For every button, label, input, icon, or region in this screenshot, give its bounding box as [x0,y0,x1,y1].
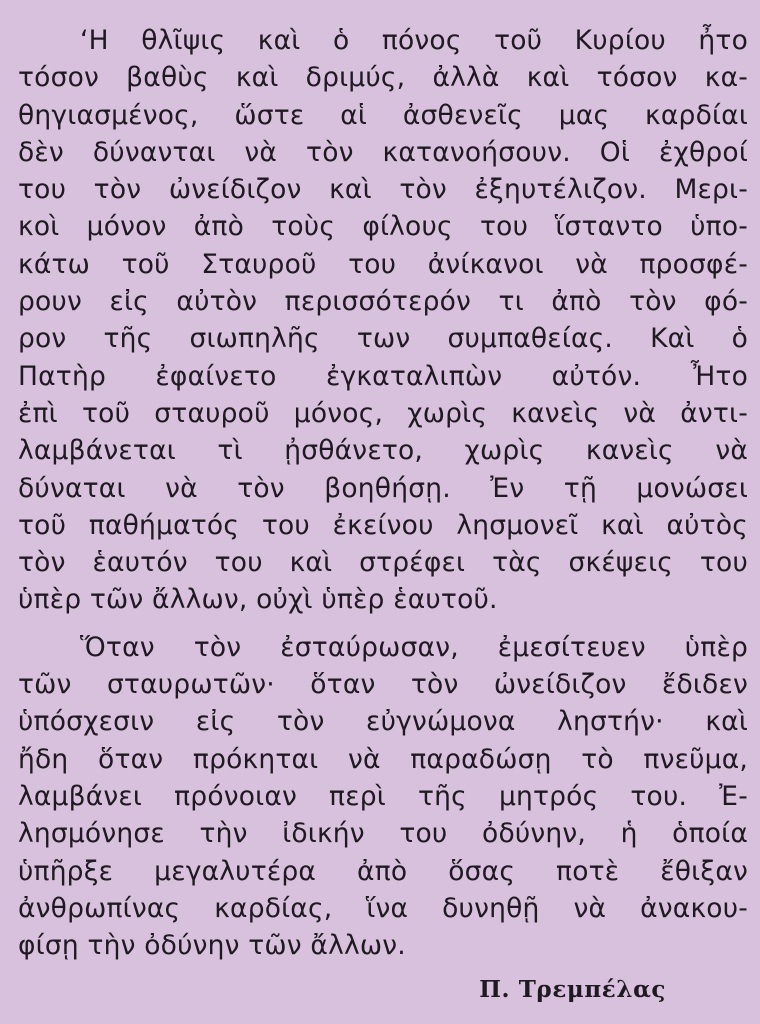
paragraph-1-line-2: τόσον βαθὺς καὶ δριμύς, ἀλλὰ καὶ τόσον κα- [18,62,748,94]
paragraph-1-line-12: λαμβάνεται τὶ ᾐσθάνετο, χωρὶς κανεὶς νὰ [18,435,748,467]
paragraph-1-line-5: του τὸν ὠνείδιζον καὶ τὸν ἐξηυτέλιζον. Μερι- [18,174,748,206]
paragraph-2-line-2: τῶν σταυρωτῶν· ὅταν τὸν ὠνείδιζον ἔδιδεν [18,669,748,701]
paragraph-1-line-15: τὸν ἑαυτόν του καὶ στρέφει τὰς σκέψεις του [18,547,748,579]
paragraph-1-line-14: τοῦ παθήματός του ἐκείνου λησμονεῖ καὶ αὐτὸς [18,509,748,541]
paragraph-1-line-9: ρον τῆς σιωπηλῆς των συμπαθείας. Καὶ ὁ [18,323,748,355]
paragraph-2-line-3: ὑπόσχεσιν εἰς τὸν εὐγνώμονα ληστήν· καὶ [18,706,748,738]
paragraph-1-line-4: δὲν δύνανται νὰ τὸν κατανοήσουν. Οἱ ἐχθροί [18,136,748,168]
paragraph-2-line-9: φίσῃ τὴν ὀδύνην τῶν ἄλλων. [18,930,406,962]
paragraph-1-line-6: κοὶ μόνον ἀπὸ τοὺς φίλους του ἵσταντο ὑπο- [18,211,748,243]
paragraph-2-line-4: ἤδη ὅταν πρόκηται νὰ παραδώσῃ τὸ πνεῦμα, [18,743,748,775]
paragraph-1-line-11: ἐπὶ τοῦ σταυροῦ μόνος, χωρὶς κανεὶς νὰ ἀντι- [18,397,748,429]
paragraph-2-line-5: λαμβάνει πρόνοιαν περὶ τῆς μητρός του. Ἐ- [18,780,748,812]
paragraph-1-line-3: θηγιασμένος, ὥστε αἱ ἀσθενεῖς μας καρδίαι [18,99,748,131]
author-signature: Π. Τρεμπέλας [479,976,666,1003]
paragraph-1-line-7: κάτω τοῦ Σταυροῦ του ἀνίκανοι νὰ προσφέ- [18,248,748,280]
paragraph-1-line-10: Πατὴρ ἐφαίνετο ἐγκαταλιπὼν αὐτόν. Ἦτο [18,360,748,392]
paragraph-2-line-6: λησμόνησε τὴν ἰδικήν του ὀδύνην, ἡ ὁποία [18,818,748,850]
body-text [18,22,748,964]
paragraph-2-line-8: ἀνθρωπίνας καρδίας, ἵνα δυνηθῇ νὰ ἀνακου- [18,892,748,924]
paragraph-1-line-1: ‘Η θλῖψις καὶ ὁ πόνος τοῦ Κυρίου ἦτο [80,25,748,56]
paragraph-gap [18,619,748,629]
paragraph-2-line-7: ὑπῆρξε μεγαλυτέρα ἀπὸ ὅσας ποτὲ ἔθιξαν [18,855,748,887]
document-page [18,0,748,1024]
paragraph-2-line-1: Ὅταν τὸν ἐσταύρωσαν, ἐμεσίτευεν ὑπὲρ [80,631,748,663]
paragraph-1-line-8: ρουν εἰς αὐτὸν περισσότερόν τι ἀπὸ τὸν φό- [18,286,748,318]
paragraph-1-line-13: δύναται νὰ τὸν βοηθήσῃ. Ἐν τῇ μονώσει [18,472,748,504]
paragraph-1-line-16: ὑπὲρ τῶν ἄλλων, οὐχὶ ὑπὲρ ἑαυτοῦ. [18,584,498,616]
